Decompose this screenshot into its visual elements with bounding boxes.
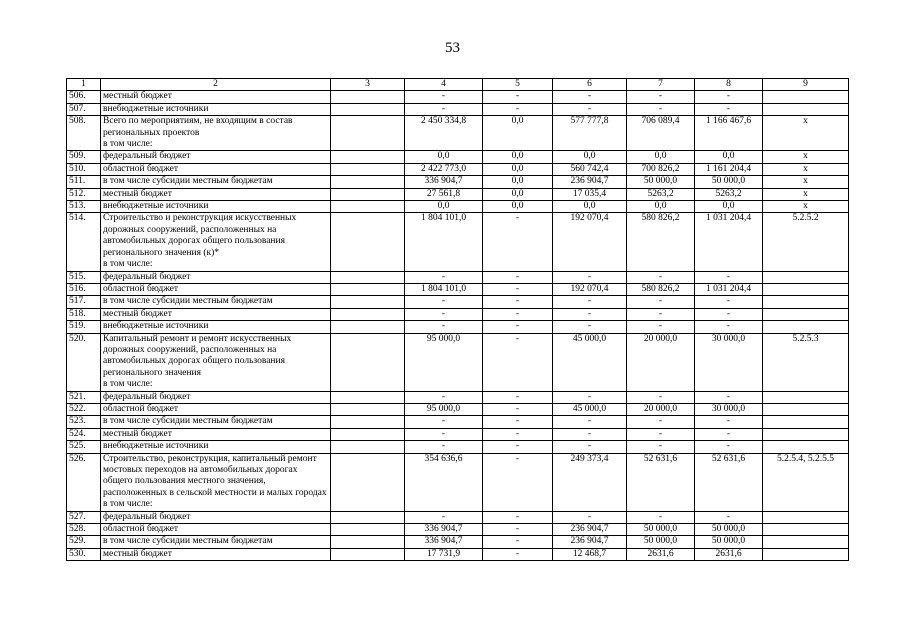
cell-c3 [331, 308, 405, 320]
cell-c4: 0,0 [405, 201, 483, 213]
table-row [67, 271, 849, 283]
cell-c7: - [627, 321, 695, 333]
cell-c8: 1 166 467,6 [695, 116, 763, 151]
cell-c6: 192 070,4 [553, 283, 627, 295]
row-name: Всего по мероприятиям, не входящим в состав региональных проектов в том числе: [101, 116, 331, 151]
cell-c3 [331, 416, 405, 428]
cell-c3 [331, 321, 405, 333]
row-number: 507. [67, 103, 101, 115]
cell-c6: - [553, 391, 627, 403]
cell-c9 [763, 403, 849, 415]
cell-c5: - [483, 511, 553, 523]
row-number: 513. [67, 201, 101, 213]
cell-c4: 1 804 101,0 [405, 283, 483, 295]
cell-c6: - [553, 271, 627, 283]
cell-c8: 50 000,0 [695, 176, 763, 188]
cell-c4: - [405, 308, 483, 320]
cell-c3 [331, 176, 405, 188]
cell-c6: - [553, 103, 627, 115]
cell-c4: - [405, 91, 483, 103]
cell-c5: 0,0 [483, 201, 553, 213]
cell-c9 [763, 91, 849, 103]
row-number: 529. [67, 536, 101, 548]
table-row [67, 201, 849, 213]
row-name: областной бюджет [101, 524, 331, 536]
cell-c9: 5.2.5.3 [763, 333, 849, 391]
cell-c6: - [553, 428, 627, 440]
row-number: 515. [67, 271, 101, 283]
cell-c4: - [405, 441, 483, 453]
cell-c3 [331, 428, 405, 440]
cell-c4: 27 561,8 [405, 188, 483, 200]
cell-c8: 50 000,0 [695, 536, 763, 548]
row-number: 517. [67, 296, 101, 308]
table-row [67, 391, 849, 403]
cell-c8: - [695, 271, 763, 283]
cell-c5: - [483, 416, 553, 428]
row-name: местный бюджет [101, 548, 331, 560]
cell-c7: 700 826,2 [627, 163, 695, 175]
cell-c3 [331, 151, 405, 163]
cell-c8: 1 161 204,4 [695, 163, 763, 175]
table-row [67, 536, 849, 548]
row-name: Капитальный ремонт и ремонт искусственных дорожных сооружений, расположенных на автомобильных дорогах общего пользования регионального значения в том числе: [101, 333, 331, 391]
cell-c7: 580 826,2 [627, 213, 695, 271]
cell-c4: 1 804 101,0 [405, 213, 483, 271]
row-number: 522. [67, 403, 101, 415]
cell-c5: - [483, 524, 553, 536]
table-row [67, 416, 849, 428]
column-header: 8 [695, 79, 763, 91]
row-number: 508. [67, 116, 101, 151]
cell-c5: - [483, 283, 553, 295]
cell-c8: - [695, 511, 763, 523]
cell-c4: 336 904,7 [405, 536, 483, 548]
cell-c3 [331, 511, 405, 523]
table-row [67, 116, 849, 151]
row-name: областной бюджет [101, 163, 331, 175]
cell-c8: - [695, 391, 763, 403]
cell-c5: - [483, 308, 553, 320]
cell-c9 [763, 296, 849, 308]
cell-c9 [763, 271, 849, 283]
row-name: местный бюджет [101, 188, 331, 200]
table-row [67, 151, 849, 163]
row-number: 525. [67, 441, 101, 453]
cell-c4: - [405, 103, 483, 115]
cell-c8: 30 000,0 [695, 403, 763, 415]
column-header: 6 [553, 79, 627, 91]
cell-c3 [331, 103, 405, 115]
row-name: в том числе субсидии местным бюджетам [101, 416, 331, 428]
cell-c4: 95 000,0 [405, 403, 483, 415]
cell-c7: - [627, 511, 695, 523]
cell-c4: 95 000,0 [405, 333, 483, 391]
cell-c7: - [627, 391, 695, 403]
table-row [67, 511, 849, 523]
column-header: 4 [405, 79, 483, 91]
cell-c3 [331, 403, 405, 415]
cell-c5: - [483, 548, 553, 560]
cell-c4: - [405, 428, 483, 440]
cell-c3 [331, 213, 405, 271]
cell-c7: - [627, 296, 695, 308]
cell-c6: - [553, 308, 627, 320]
table-row [67, 453, 849, 511]
cell-c7: 50 000,0 [627, 536, 695, 548]
cell-c6: 192 070,4 [553, 213, 627, 271]
cell-c5: - [483, 536, 553, 548]
cell-c9 [763, 308, 849, 320]
cell-c6: 249 373,4 [553, 453, 627, 511]
table-row [67, 188, 849, 200]
row-number: 528. [67, 524, 101, 536]
row-number: 512. [67, 188, 101, 200]
table-row [67, 103, 849, 115]
row-number: 530. [67, 548, 101, 560]
cell-c9 [763, 428, 849, 440]
cell-c5: - [483, 271, 553, 283]
cell-c3 [331, 163, 405, 175]
row-number: 526. [67, 453, 101, 511]
cell-c8: - [695, 321, 763, 333]
cell-c5: - [483, 321, 553, 333]
column-header: 9 [763, 79, 849, 91]
table-row [67, 213, 849, 271]
cell-c8: 30 000,0 [695, 333, 763, 391]
cell-c9 [763, 548, 849, 560]
cell-c9: x [763, 188, 849, 200]
cell-c6: 236 904,7 [553, 176, 627, 188]
cell-c7: 50 000,0 [627, 176, 695, 188]
cell-c7: - [627, 91, 695, 103]
row-name: федеральный бюджет [101, 151, 331, 163]
row-number: 519. [67, 321, 101, 333]
cell-c3 [331, 548, 405, 560]
cell-c9: 5.2.5.2 [763, 213, 849, 271]
cell-c7: - [627, 441, 695, 453]
cell-c7: 580 826,2 [627, 283, 695, 295]
cell-c8: 5263,2 [695, 188, 763, 200]
row-number: 510. [67, 163, 101, 175]
cell-c7: - [627, 271, 695, 283]
cell-c8: 1 031 204,4 [695, 283, 763, 295]
table-row [67, 296, 849, 308]
row-name: местный бюджет [101, 308, 331, 320]
cell-c3 [331, 271, 405, 283]
cell-c5: 0,0 [483, 116, 553, 151]
cell-c9: x [763, 151, 849, 163]
cell-c3 [331, 296, 405, 308]
cell-c7: 20 000,0 [627, 333, 695, 391]
row-number: 514. [67, 213, 101, 271]
row-name: местный бюджет [101, 91, 331, 103]
row-number: 506. [67, 91, 101, 103]
cell-c8: - [695, 428, 763, 440]
row-name: Строительство, реконструкция, капитальный ремонт мостовых переходов на автомобильных дорогах общего пользования местного значения, расположенных в сельской местности и малых городах в том числе: [101, 453, 331, 511]
table-row [67, 524, 849, 536]
cell-c9 [763, 391, 849, 403]
cell-c6: 0,0 [553, 201, 627, 213]
table-row [67, 163, 849, 175]
cell-c5: - [483, 391, 553, 403]
cell-c5: - [483, 103, 553, 115]
cell-c3 [331, 391, 405, 403]
cell-c5: 0,0 [483, 151, 553, 163]
cell-c5: - [483, 333, 553, 391]
cell-c8: 1 031 204,4 [695, 213, 763, 271]
cell-c8: - [695, 296, 763, 308]
cell-c7: 50 000,0 [627, 524, 695, 536]
cell-c7: 5263,2 [627, 188, 695, 200]
cell-c3 [331, 536, 405, 548]
cell-c7: - [627, 103, 695, 115]
cell-c6: 560 742,4 [553, 163, 627, 175]
cell-c4: - [405, 296, 483, 308]
cell-c7: 52 631,6 [627, 453, 695, 511]
cell-c8: 50 000,0 [695, 524, 763, 536]
row-name: федеральный бюджет [101, 271, 331, 283]
cell-c9 [763, 524, 849, 536]
cell-c5: 0,0 [483, 188, 553, 200]
cell-c4: 17 731,9 [405, 548, 483, 560]
table-row [67, 176, 849, 188]
cell-c6: - [553, 296, 627, 308]
cell-c3 [331, 283, 405, 295]
cell-c9: 5.2.5.4, 5.2.5.5 [763, 453, 849, 511]
cell-c5: - [483, 296, 553, 308]
cell-c9: x [763, 176, 849, 188]
table-row [67, 91, 849, 103]
row-name: федеральный бюджет [101, 391, 331, 403]
table-row [67, 333, 849, 391]
cell-c4: 336 904,7 [405, 524, 483, 536]
cell-c8: 0,0 [695, 151, 763, 163]
cell-c3 [331, 453, 405, 511]
row-name: внебюджетные источники [101, 441, 331, 453]
cell-c7: 706 089,4 [627, 116, 695, 151]
row-number: 516. [67, 283, 101, 295]
cell-c8: - [695, 308, 763, 320]
cell-c8: - [695, 103, 763, 115]
cell-c4: - [405, 391, 483, 403]
row-name: в том числе субсидии местным бюджетам [101, 536, 331, 548]
cell-c6: 236 904,7 [553, 536, 627, 548]
cell-c4: 0,0 [405, 151, 483, 163]
column-header: 7 [627, 79, 695, 91]
row-name: областной бюджет [101, 283, 331, 295]
cell-c6: 577 777,8 [553, 116, 627, 151]
table-row [67, 308, 849, 320]
cell-c4: - [405, 321, 483, 333]
column-header: 3 [331, 79, 405, 91]
cell-c7: 0,0 [627, 201, 695, 213]
cell-c7: 2631,6 [627, 548, 695, 560]
row-number: 523. [67, 416, 101, 428]
cell-c7: - [627, 416, 695, 428]
cell-c9: x [763, 116, 849, 151]
row-name: федеральный бюджет [101, 511, 331, 523]
cell-c6: - [553, 91, 627, 103]
cell-c9 [763, 321, 849, 333]
cell-c3 [331, 441, 405, 453]
cell-c3 [331, 188, 405, 200]
cell-c9 [763, 536, 849, 548]
cell-c3 [331, 116, 405, 151]
column-header: 1 [67, 79, 101, 91]
cell-c8: 0,0 [695, 201, 763, 213]
table-header-row [67, 79, 849, 91]
cell-c4: - [405, 416, 483, 428]
table-row [67, 403, 849, 415]
cell-c4: 354 636,6 [405, 453, 483, 511]
cell-c5: 0,0 [483, 176, 553, 188]
table-row [67, 428, 849, 440]
column-header: 2 [101, 79, 331, 91]
cell-c5: 0,0 [483, 163, 553, 175]
cell-c4: - [405, 511, 483, 523]
cell-c6: 236 904,7 [553, 524, 627, 536]
cell-c9: x [763, 201, 849, 213]
cell-c8: - [695, 91, 763, 103]
cell-c6: - [553, 416, 627, 428]
table-row [67, 321, 849, 333]
cell-c6: 12 468,7 [553, 548, 627, 560]
cell-c5: - [483, 441, 553, 453]
table-row [67, 283, 849, 295]
cell-c9: x [763, 163, 849, 175]
cell-c4: 2 450 334,8 [405, 116, 483, 151]
row-number: 524. [67, 428, 101, 440]
cell-c6: 17 035,4 [553, 188, 627, 200]
row-number: 520. [67, 333, 101, 391]
cell-c7: - [627, 308, 695, 320]
cell-c6: 0,0 [553, 151, 627, 163]
cell-c5: - [483, 91, 553, 103]
cell-c7: 20 000,0 [627, 403, 695, 415]
cell-c4: 336 904,7 [405, 176, 483, 188]
row-number: 518. [67, 308, 101, 320]
cell-c5: - [483, 453, 553, 511]
cell-c8: 52 631,6 [695, 453, 763, 511]
table-row [67, 548, 849, 560]
row-name: в том числе субсидии местным бюджетам [101, 296, 331, 308]
cell-c6: 45 000,0 [553, 403, 627, 415]
cell-c5: - [483, 213, 553, 271]
row-name: Строительство и реконструкция искусственных дорожных сооружений, расположенных на автомобильных дорогах общего пользования регионального значения (к)* в том числе: [101, 213, 331, 271]
cell-c5: - [483, 428, 553, 440]
row-name: местный бюджет [101, 428, 331, 440]
cell-c9 [763, 103, 849, 115]
cell-c4: 2 422 773,0 [405, 163, 483, 175]
budget-table [66, 78, 849, 561]
cell-c8: - [695, 416, 763, 428]
cell-c4: - [405, 271, 483, 283]
cell-c7: - [627, 428, 695, 440]
page-number: 53 [445, 40, 460, 56]
cell-c9 [763, 283, 849, 295]
cell-c6: - [553, 441, 627, 453]
cell-c9 [763, 511, 849, 523]
row-number: 511. [67, 176, 101, 188]
row-number: 521. [67, 391, 101, 403]
cell-c7: 0,0 [627, 151, 695, 163]
cell-c3 [331, 91, 405, 103]
row-name: внебюджетные источники [101, 103, 331, 115]
cell-c3 [331, 524, 405, 536]
row-number: 509. [67, 151, 101, 163]
row-name: в том числе субсидии местным бюджетам [101, 176, 331, 188]
table-row [67, 441, 849, 453]
row-number: 527. [67, 511, 101, 523]
cell-c6: 45 000,0 [553, 333, 627, 391]
cell-c8: - [695, 441, 763, 453]
cell-c9 [763, 441, 849, 453]
column-header: 5 [483, 79, 553, 91]
cell-c6: - [553, 511, 627, 523]
cell-c5: - [483, 403, 553, 415]
row-name: внебюджетные источники [101, 201, 331, 213]
cell-c3 [331, 333, 405, 391]
row-name: областной бюджет [101, 403, 331, 415]
cell-c8: 2631,6 [695, 548, 763, 560]
cell-c9 [763, 416, 849, 428]
row-name: внебюджетные источники [101, 321, 331, 333]
cell-c3 [331, 201, 405, 213]
cell-c6: - [553, 321, 627, 333]
